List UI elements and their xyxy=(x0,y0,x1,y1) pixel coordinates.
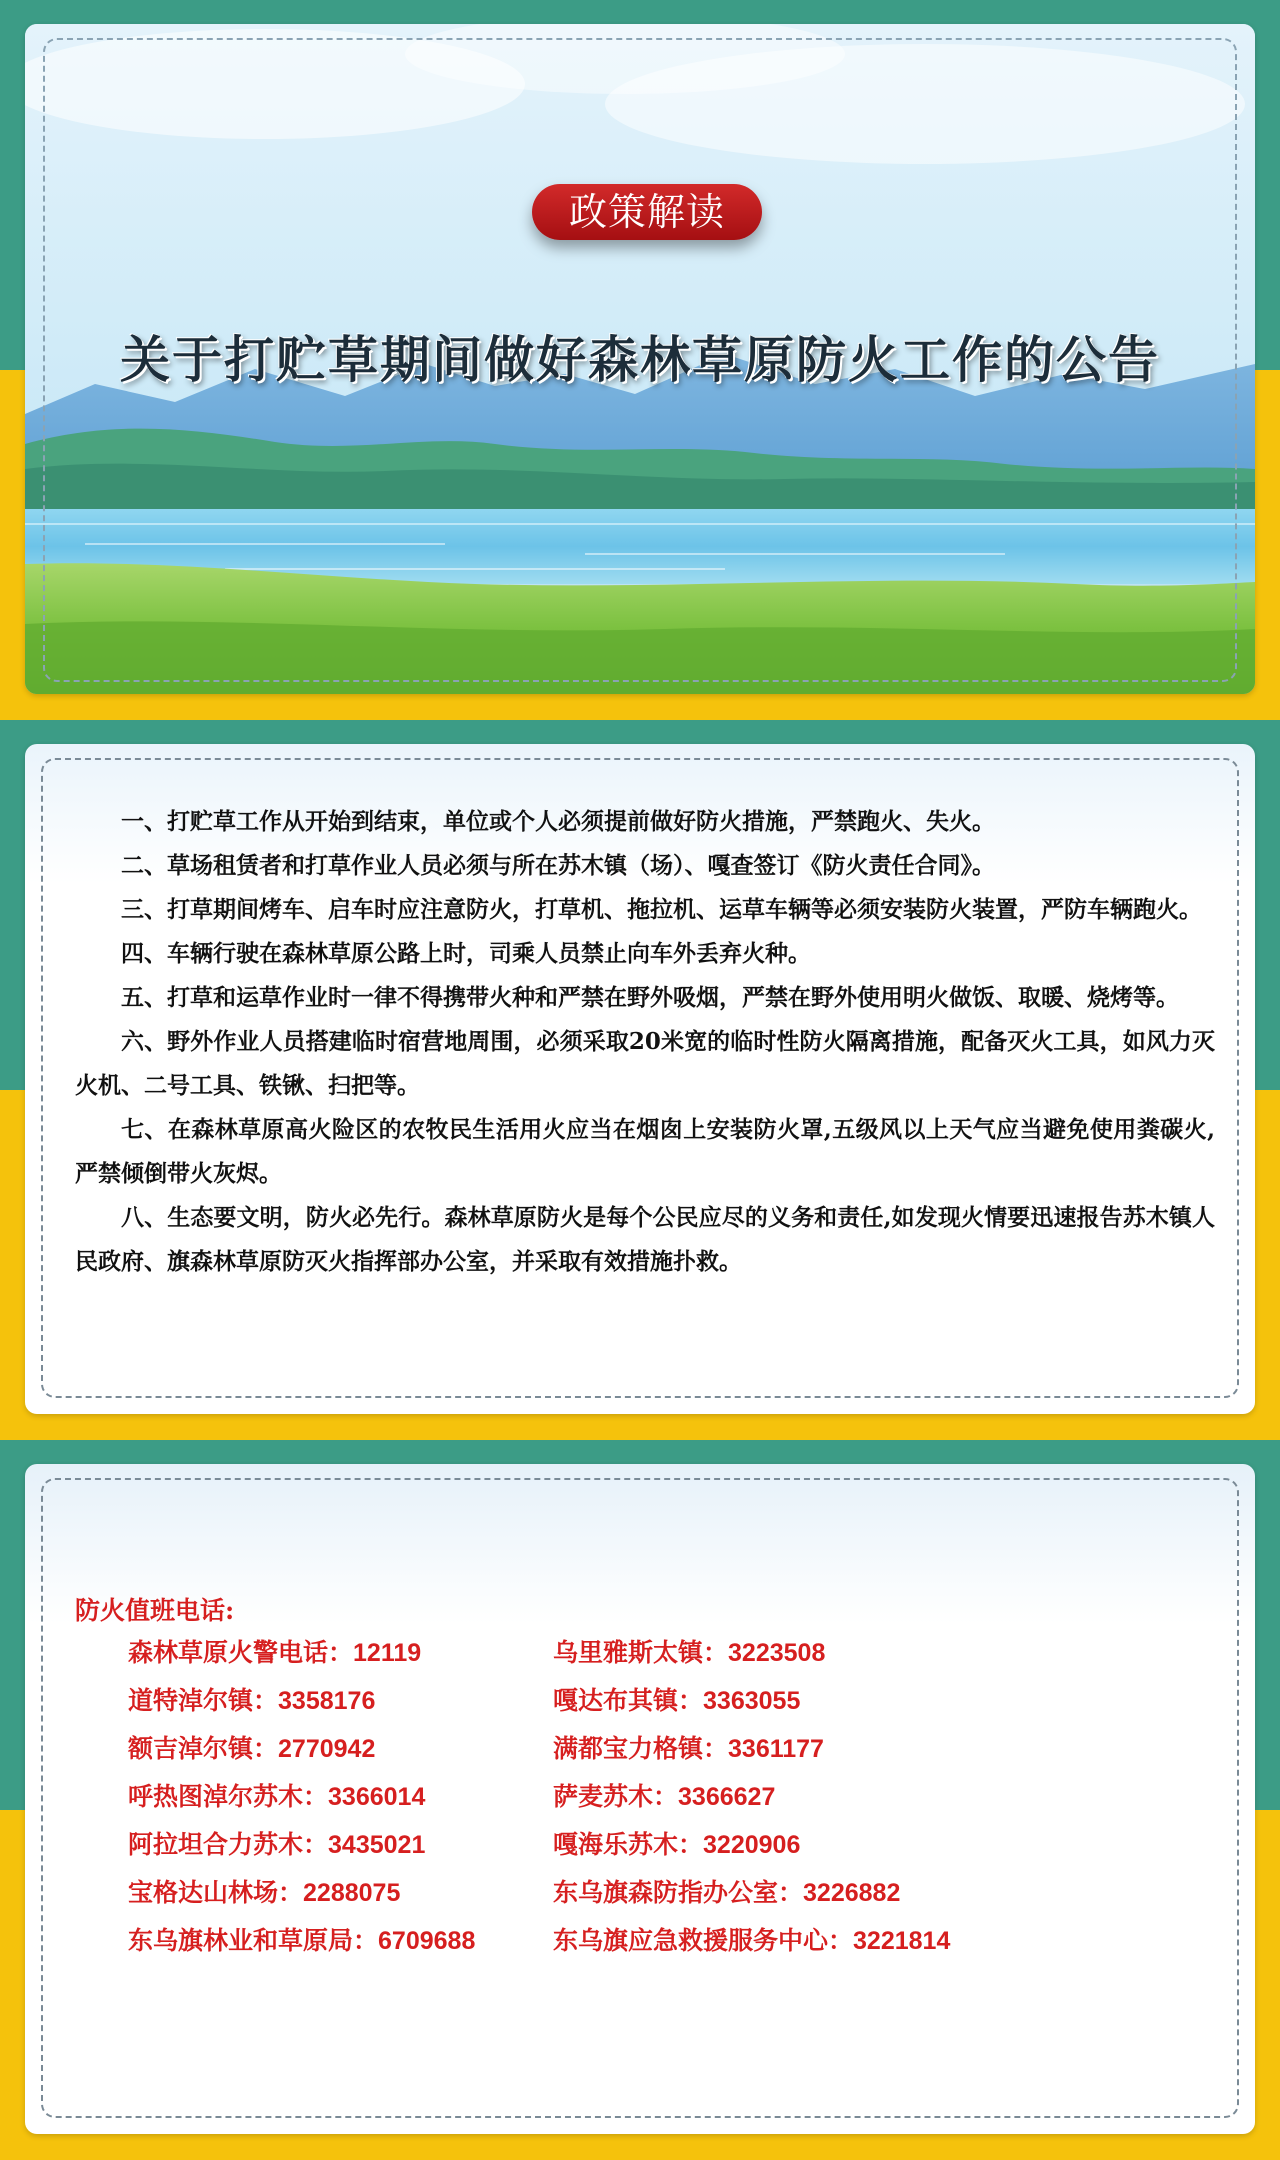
hotline-name: 满都宝力格镇： xyxy=(553,1734,729,1763)
hotline-name: 东乌旗森防指办公室： xyxy=(553,1878,804,1907)
phone-number: 2288075 xyxy=(303,1879,401,1907)
hotline-name: 东乌旗应急救援服务中心： xyxy=(553,1926,854,1955)
phone-number: 12119 xyxy=(353,1639,422,1667)
hotline-name: 乌里雅斯太镇： xyxy=(553,1638,729,1667)
hotline-entry xyxy=(128,1732,553,1766)
hotline-entry xyxy=(128,1636,553,1670)
notice-card xyxy=(25,744,1255,1414)
hotline-heading: 防火值班电话: xyxy=(75,1596,235,1625)
hotline-name: 东乌旗林业和草原局： xyxy=(128,1926,379,1955)
phone-number: 3361177 xyxy=(728,1735,824,1763)
hotline-name: 额吉淖尔镇： xyxy=(128,1734,279,1763)
clause-7: 七、在森林草原高火险区的农牧民生活用火应当在烟囱上安装防火罩,五级风以上天气应当避免使用粪碳火,严禁倾倒带火灰烬。 xyxy=(75,1116,1215,1187)
clause-2: 二、草场租赁者和打草作业人员必须与所在苏木镇（场）、嘎查签订《防火责任合同》。 xyxy=(121,852,995,879)
hotline-entry xyxy=(553,1780,1133,1814)
hotline-entry xyxy=(128,1876,553,1910)
hotline-card xyxy=(25,1464,1255,2134)
clause-1: 一、打贮草工作从开始到结束，单位或个人必须提前做好防火措施，严禁跑火、失火。 xyxy=(121,808,995,835)
clause-5: 五、打草和运草作业时一律不得携带火种和严禁在野外吸烟，严禁在野外使用明火做饭、取暖、烧烤等。 xyxy=(121,984,1179,1011)
phone-number: 3363055 xyxy=(703,1687,801,1715)
hotline-name: 萨麦苏木： xyxy=(553,1782,679,1811)
clause-6: 六、野外作业人员搭建临时宿营地周围，必须采取20米宽的临时性防火隔离措施，配备灭火工具，如风力灭火机、二号工具、铁锹、扫把等。 xyxy=(75,1028,1215,1099)
hotline-entry xyxy=(128,1924,553,1958)
hotline-entry xyxy=(553,1924,1133,1958)
hotline-entry xyxy=(128,1828,553,1862)
hotline-entry xyxy=(128,1780,553,1814)
hotline-entry xyxy=(553,1684,1133,1718)
hotline-entry xyxy=(553,1732,1133,1766)
phone-number: 3366014 xyxy=(328,1783,426,1811)
hotline-list xyxy=(128,1636,1168,1958)
hotline-entry xyxy=(553,1636,1133,1670)
clause-8: 八、生态要文明，防火必先行。森林草原防火是每个公民应尽的义务和责任,如发现火情要迅速报告苏木镇人民政府、旗森林草原防灭火指挥部办公室，并采取有效措施扑救。 xyxy=(75,1204,1215,1275)
phone-number: 3358176 xyxy=(278,1687,376,1715)
phone-number: 3223508 xyxy=(728,1639,826,1667)
hotline-entry xyxy=(553,1828,1133,1862)
hotline-entry xyxy=(128,1684,553,1718)
hotline-name: 嘎达布其镇： xyxy=(553,1686,704,1715)
notice-clauses xyxy=(75,800,1215,1284)
hotline-name: 森林草原火警电话： xyxy=(128,1638,354,1667)
phone-number: 3366627 xyxy=(678,1783,776,1811)
hotline-name: 呼热图淖尔苏木： xyxy=(128,1782,329,1811)
phone-number: 3226882 xyxy=(803,1879,901,1907)
clause-4: 四、车辆行驶在森林草原公路上时，司乘人员禁止向车外丢弃火种。 xyxy=(121,940,811,967)
hotline-name: 道特淖尔镇： xyxy=(128,1686,279,1715)
phone-number: 3220906 xyxy=(703,1831,801,1859)
phone-number: 3435021 xyxy=(328,1831,426,1859)
hotline-name: 阿拉坦合力苏木： xyxy=(128,1830,329,1859)
hero-banner xyxy=(25,24,1255,694)
hotline-entry xyxy=(553,1876,1133,1910)
clause-3: 三、打草期间烤车、启车时应注意防火，打草机、拖拉机、运草车辆等必须安装防火装置，严防车辆跑火。 xyxy=(121,896,1202,923)
hotline-name: 嘎海乐苏木： xyxy=(553,1830,704,1859)
policy-badge: 政策解读 xyxy=(532,184,762,240)
page-title: 关于打贮草期间做好森林草原防火工作的公告 xyxy=(120,330,1160,389)
phone-number: 3221814 xyxy=(853,1927,951,1955)
phone-number: 2770942 xyxy=(278,1735,376,1763)
phone-number: 6709688 xyxy=(378,1927,476,1955)
hotline-name: 宝格达山林场： xyxy=(128,1878,304,1907)
